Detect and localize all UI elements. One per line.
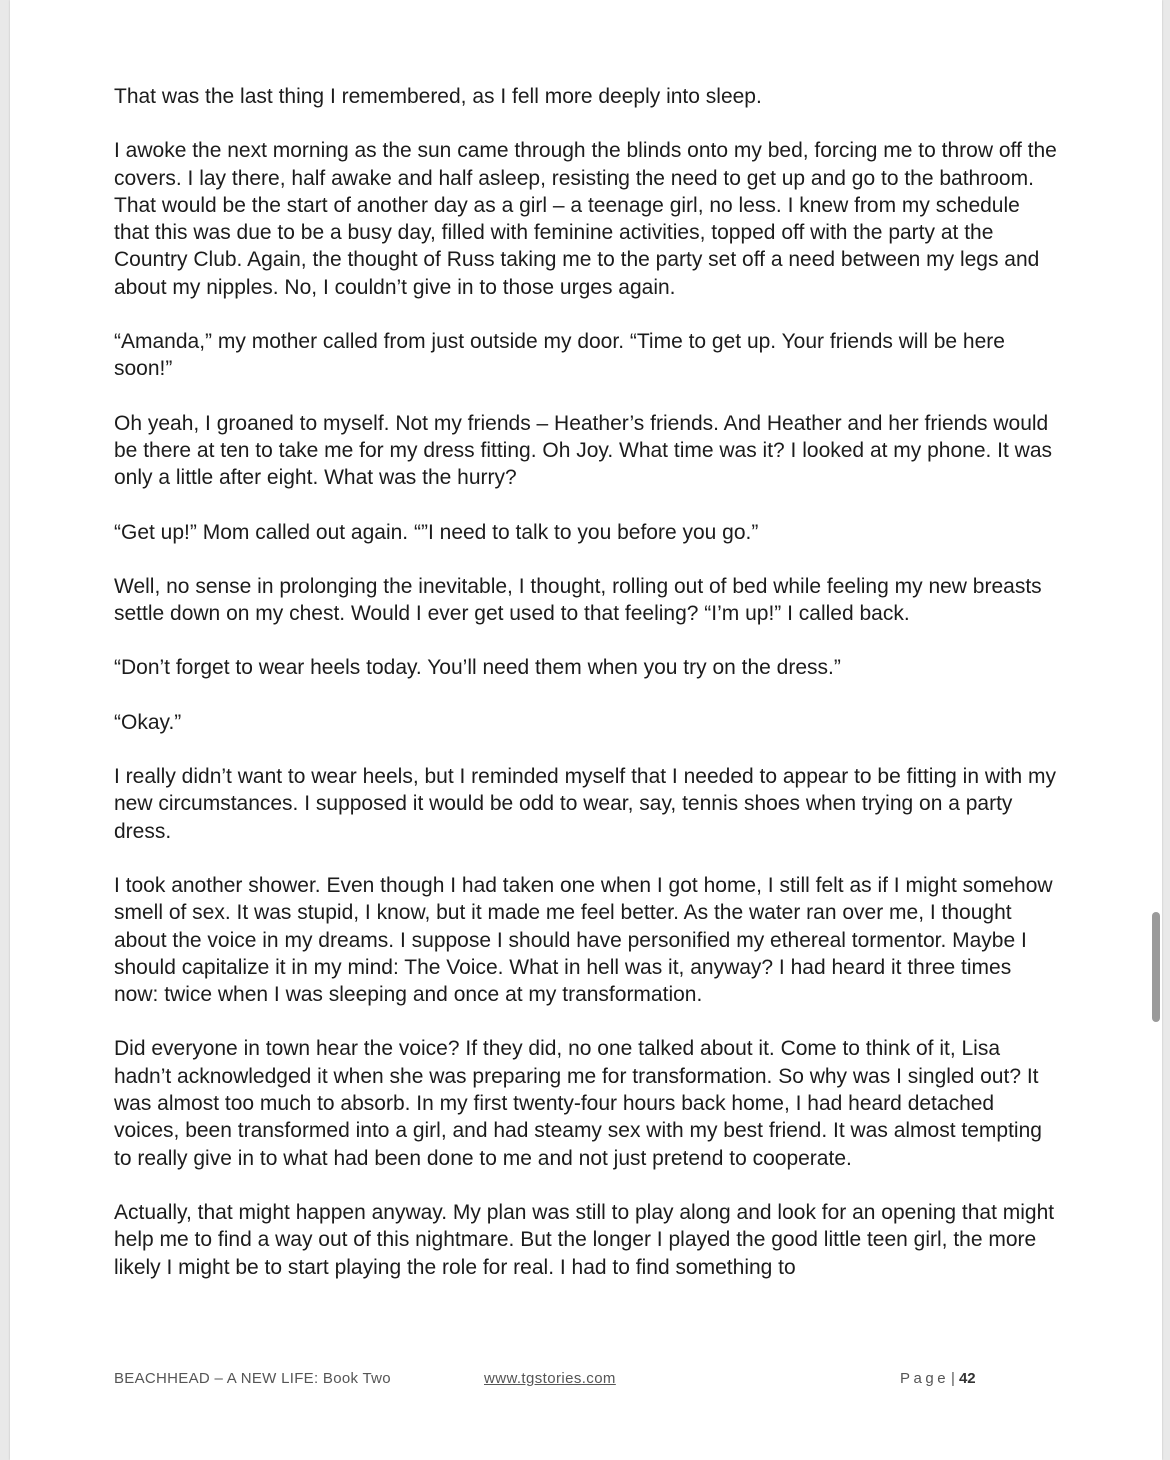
page-label: Page <box>900 1370 950 1387</box>
paragraph: “Amanda,” my mother called from just outside my door. “Time to get up. Your friends will be here soon!” <box>114 330 1005 381</box>
paragraph: Oh yeah, I groaned to myself. Not my friends – Heather’s friends. And Heather and her friends would be there at ten to take me for my dress fitting. Oh Joy. What time was it? I looked at my phone. It was only a little after eight. What was the hurry? <box>114 411 1053 490</box>
document-page <box>10 0 1162 1460</box>
page-number: 42 <box>958 1370 976 1387</box>
page-separator: | <box>951 1370 955 1387</box>
paragraph: That was the last thing I remembered, as I fell more deeply into sleep. <box>114 85 762 108</box>
footer-page-indicator <box>900 1370 976 1387</box>
paragraph: I really didn’t want to wear heels, but I reminded myself that I needed to appear to be fitting in with my new circumstances. I supposed it would be odd to wear, say, tennis shoes when trying on a party dress. <box>114 765 1057 843</box>
paragraph: “Okay.” <box>114 710 182 734</box>
footer-website-link[interactable]: www.tgstories.com <box>484 1370 616 1387</box>
page-footer <box>10 1370 1162 1390</box>
paragraph: I took another shower. Even though I had taken one when I got home, I still felt as if I might somehow smell of sex. It was stupid, I know, but it made me feel better. As the water ran over me, I thought about the voice in my dreams. I suppose I should have personified my ethereal tormentor. Maybe I should capitalize it in my mind: The Voice. What in hell was it, anyway? I had heard it three times now: twice when I was sleeping and once at my transformation. <box>114 873 1053 1007</box>
page-body <box>114 83 1060 1308</box>
paragraph: “Don’t forget to wear heels today. You’ll need them when you try on the dress.” <box>114 656 841 680</box>
paragraph: Did everyone in town hear the voice? If they did, no one talked about it. Come to think of it, Lisa hadn’t acknowledged it when she was preparing me for transformation. So why was I singled out? It was almost too much to absorb. In my first twenty-four hours back home, I had heard detached voices, been transformed into a girl, and had steamy sex with my best friend. It was almost tempting to really give in to what had been done to me and not just pretend to cooperate. <box>114 1037 1042 1170</box>
paragraph: Well, no sense in prolonging the inevitable, I thought, rolling out of bed while feeling my new breasts settle down on my chest. Would I ever get used to that feeling? “I’m up!” I called back. <box>114 574 1042 626</box>
paragraph: “Get up!” Mom called out again. “”I need to talk to you before you go.” <box>114 520 759 544</box>
footer-book-title: BEACHHEAD – A NEW LIFE: Book Two <box>114 1370 391 1387</box>
vertical-scrollbar-thumb[interactable] <box>1152 912 1160 1022</box>
paragraph: I awoke the next morning as the sun came through the blinds onto my bed, forcing me to throw off the covers. I lay there, half awake and half asleep, resisting the need to get up and go to the bathroom. That would be the start of another day as a girl – a teenage girl, no less. I knew from my schedule that this was due to be a busy day, filled with feminine activities, topped off with the party at the Country Club. Again, the thought of Russ taking me to the party set off a need between my legs and about my nipples. No, I couldn’t give in to those urges again. <box>114 139 1057 299</box>
paragraph: Actually, that might happen anyway. My plan was still to play along and look for an opening that might help me to find a way out of this nightmare. But the longer I played the good little teen girl, the more likely I might be to start playing the role for real. I had to find something to <box>114 1200 1055 1279</box>
